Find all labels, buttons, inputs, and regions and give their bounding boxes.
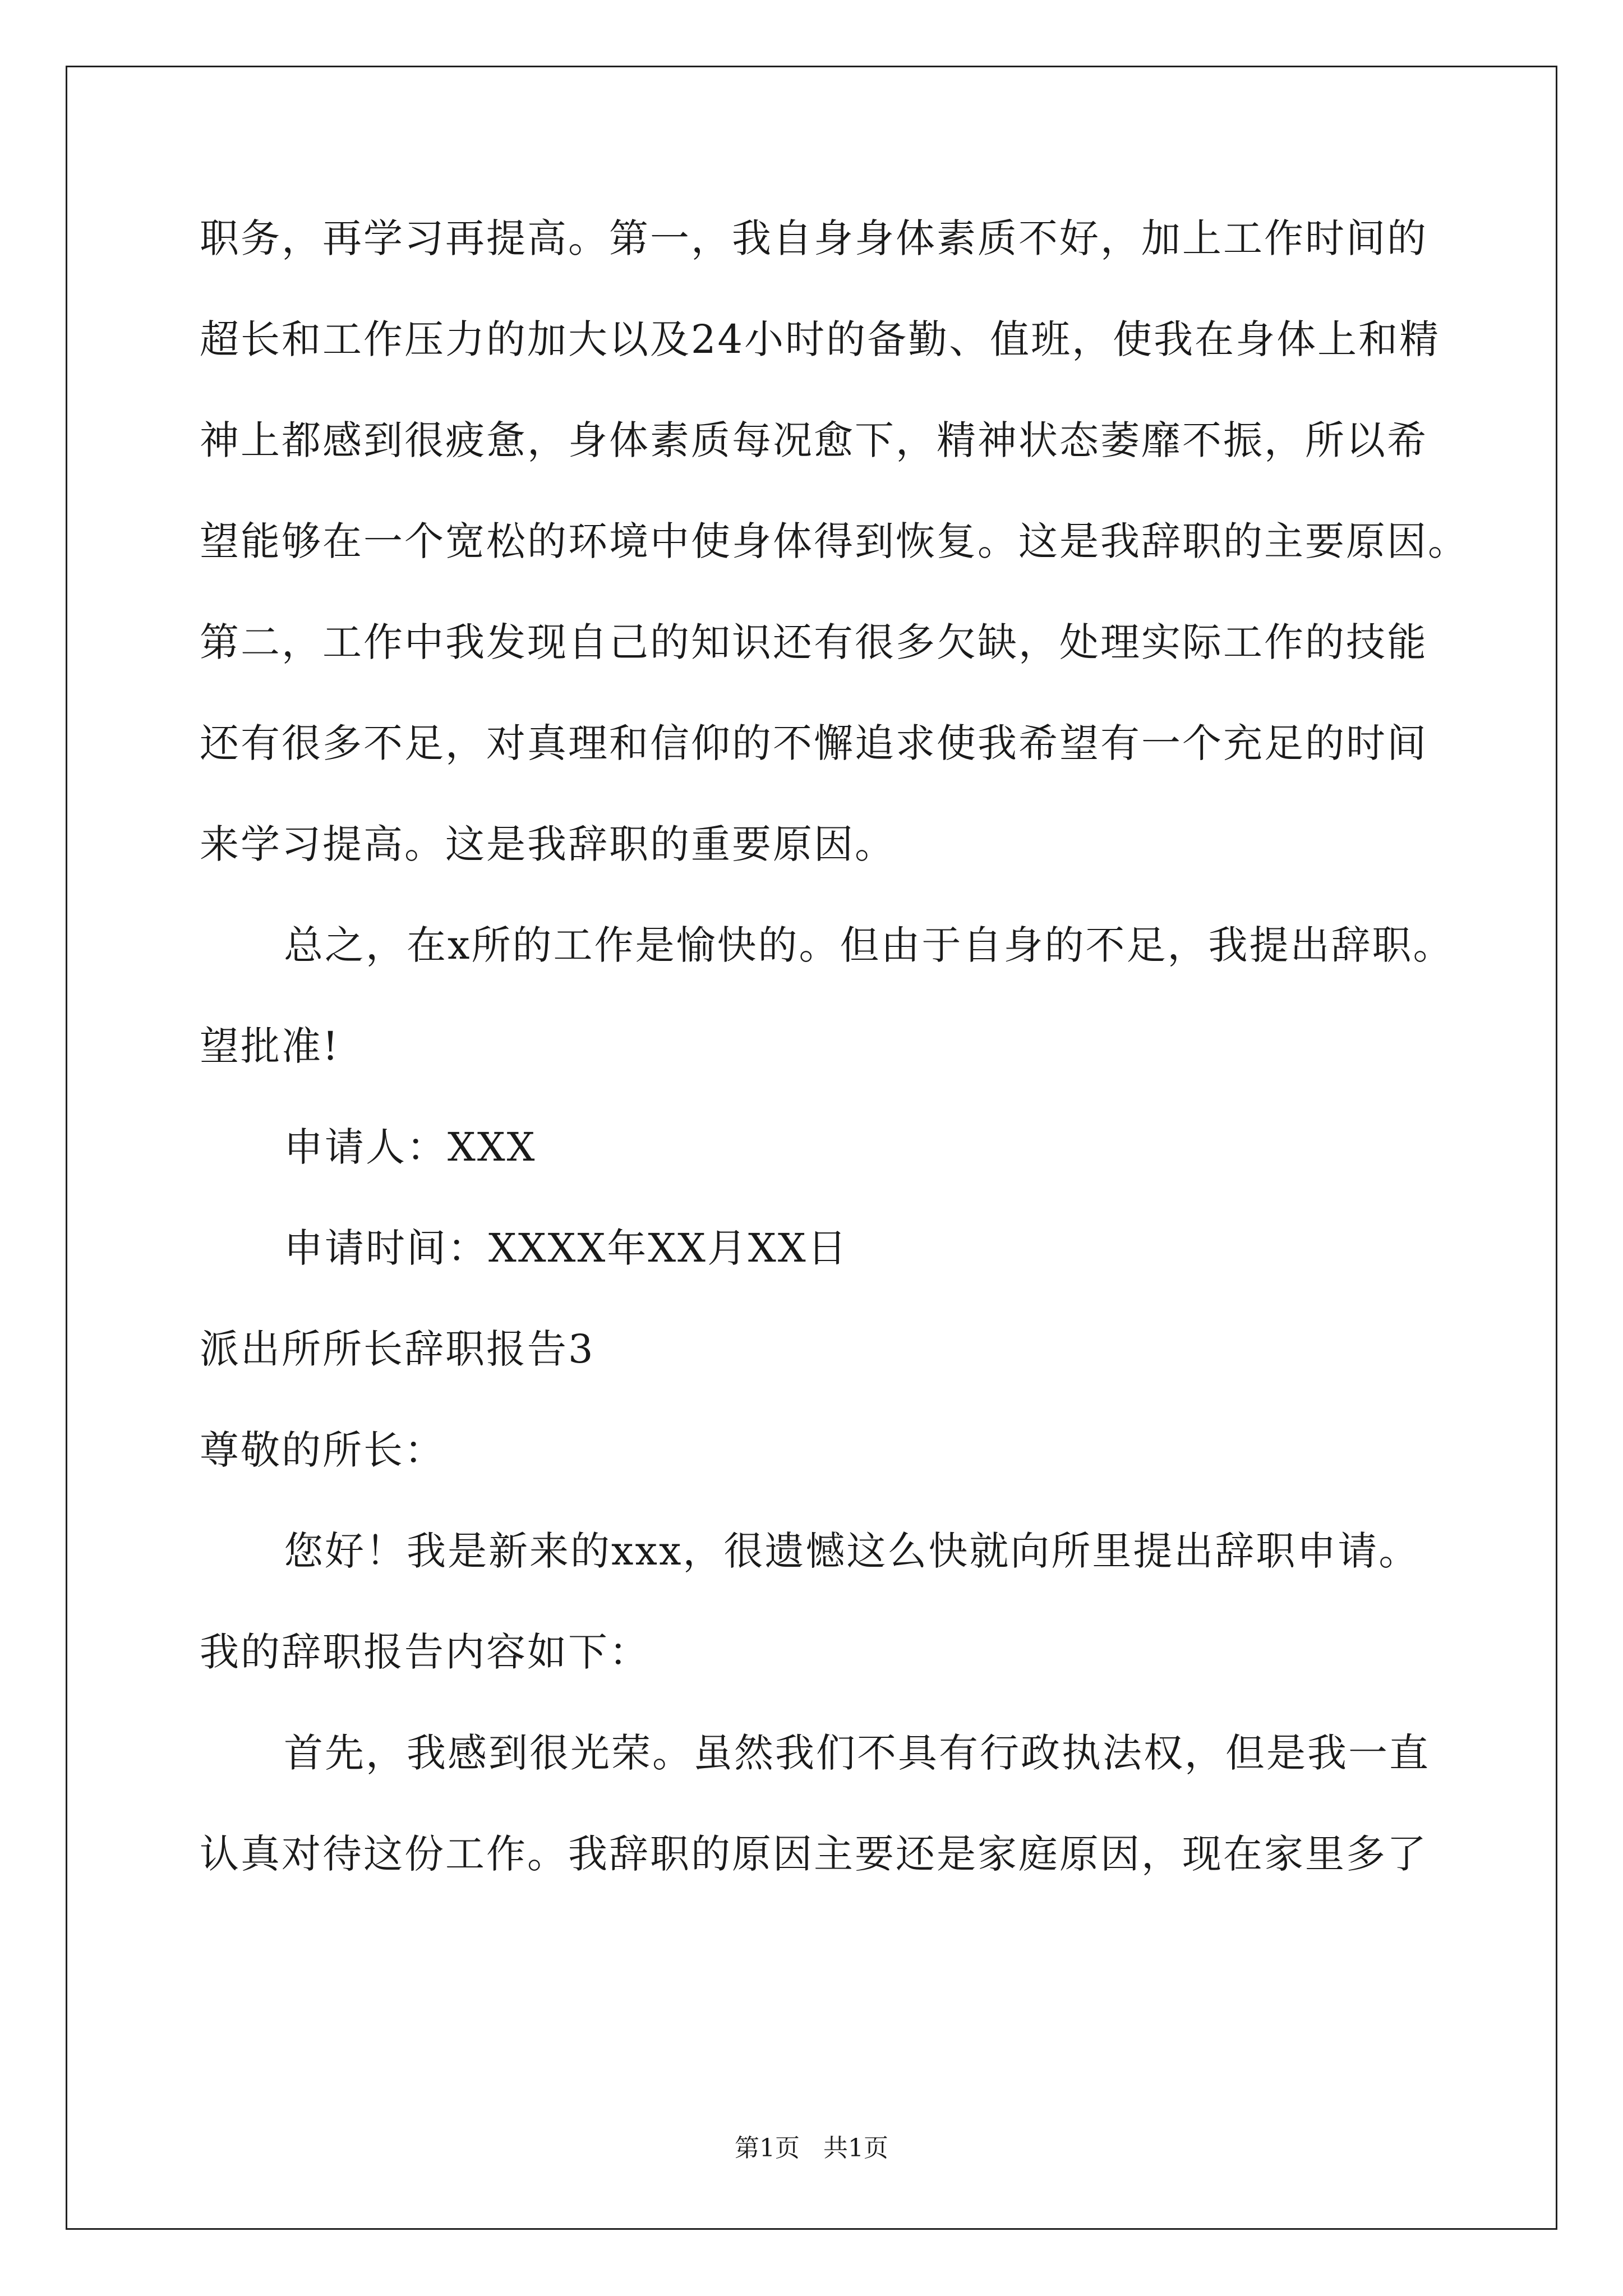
text-line: 您好！我是新来的xxx，很遗憾这么快就向所里提出辞职申请。 bbox=[284, 1528, 1420, 1574]
text-line: 还有很多不足，对真理和信仰的不懈追求使我希望有一个充足的时间 bbox=[200, 720, 1428, 766]
text-line: 总之，在x所的工作是愉快的。但由于自身的不足，我提出辞职。 bbox=[284, 922, 1454, 968]
page-number: 第1页 bbox=[735, 2134, 800, 2162]
text-line: 望能够在一个宽松的环境中使身体得到恢复。这是我辞职的主要原因。 bbox=[200, 518, 1469, 564]
salutation: 尊敬的所长： bbox=[200, 1427, 445, 1473]
text-line: 我的辞职报告内容如下： bbox=[200, 1629, 650, 1675]
applicant-line: 申请人：XXX bbox=[284, 1124, 537, 1170]
text-line: 望批准! bbox=[200, 1023, 340, 1069]
page-footer bbox=[0, 2132, 1623, 2165]
page-total: 共1页 bbox=[823, 2134, 888, 2162]
text-line: 认真对待这份工作。我辞职的原因主要还是家庭原因，现在家里多了 bbox=[200, 1831, 1428, 1877]
text-line: 超长和工作压力的加大以及24小时的备勤、值班，使我在身体上和精 bbox=[200, 316, 1441, 362]
section-title: 派出所所长辞职报告3 bbox=[200, 1326, 595, 1372]
text-line: 职务，再学习再提高。第一，我自身身体素质不好，加上工作时间的 bbox=[200, 215, 1428, 261]
text-line: 来学习提高。这是我辞职的重要原因。 bbox=[200, 821, 896, 867]
application-date-line: 申请时间：XXXX年XX月XX日 bbox=[284, 1225, 849, 1271]
text-line: 第二，工作中我发现自己的知识还有很多欠缺，处理实际工作的技能 bbox=[200, 619, 1428, 665]
text-line: 首先，我感到很光荣。虽然我们不具有行政执法权，但是我一直 bbox=[284, 1730, 1430, 1776]
text-line: 神上都感到很疲惫，身体素质每况愈下，精神状态萎靡不振，所以希 bbox=[200, 417, 1428, 463]
